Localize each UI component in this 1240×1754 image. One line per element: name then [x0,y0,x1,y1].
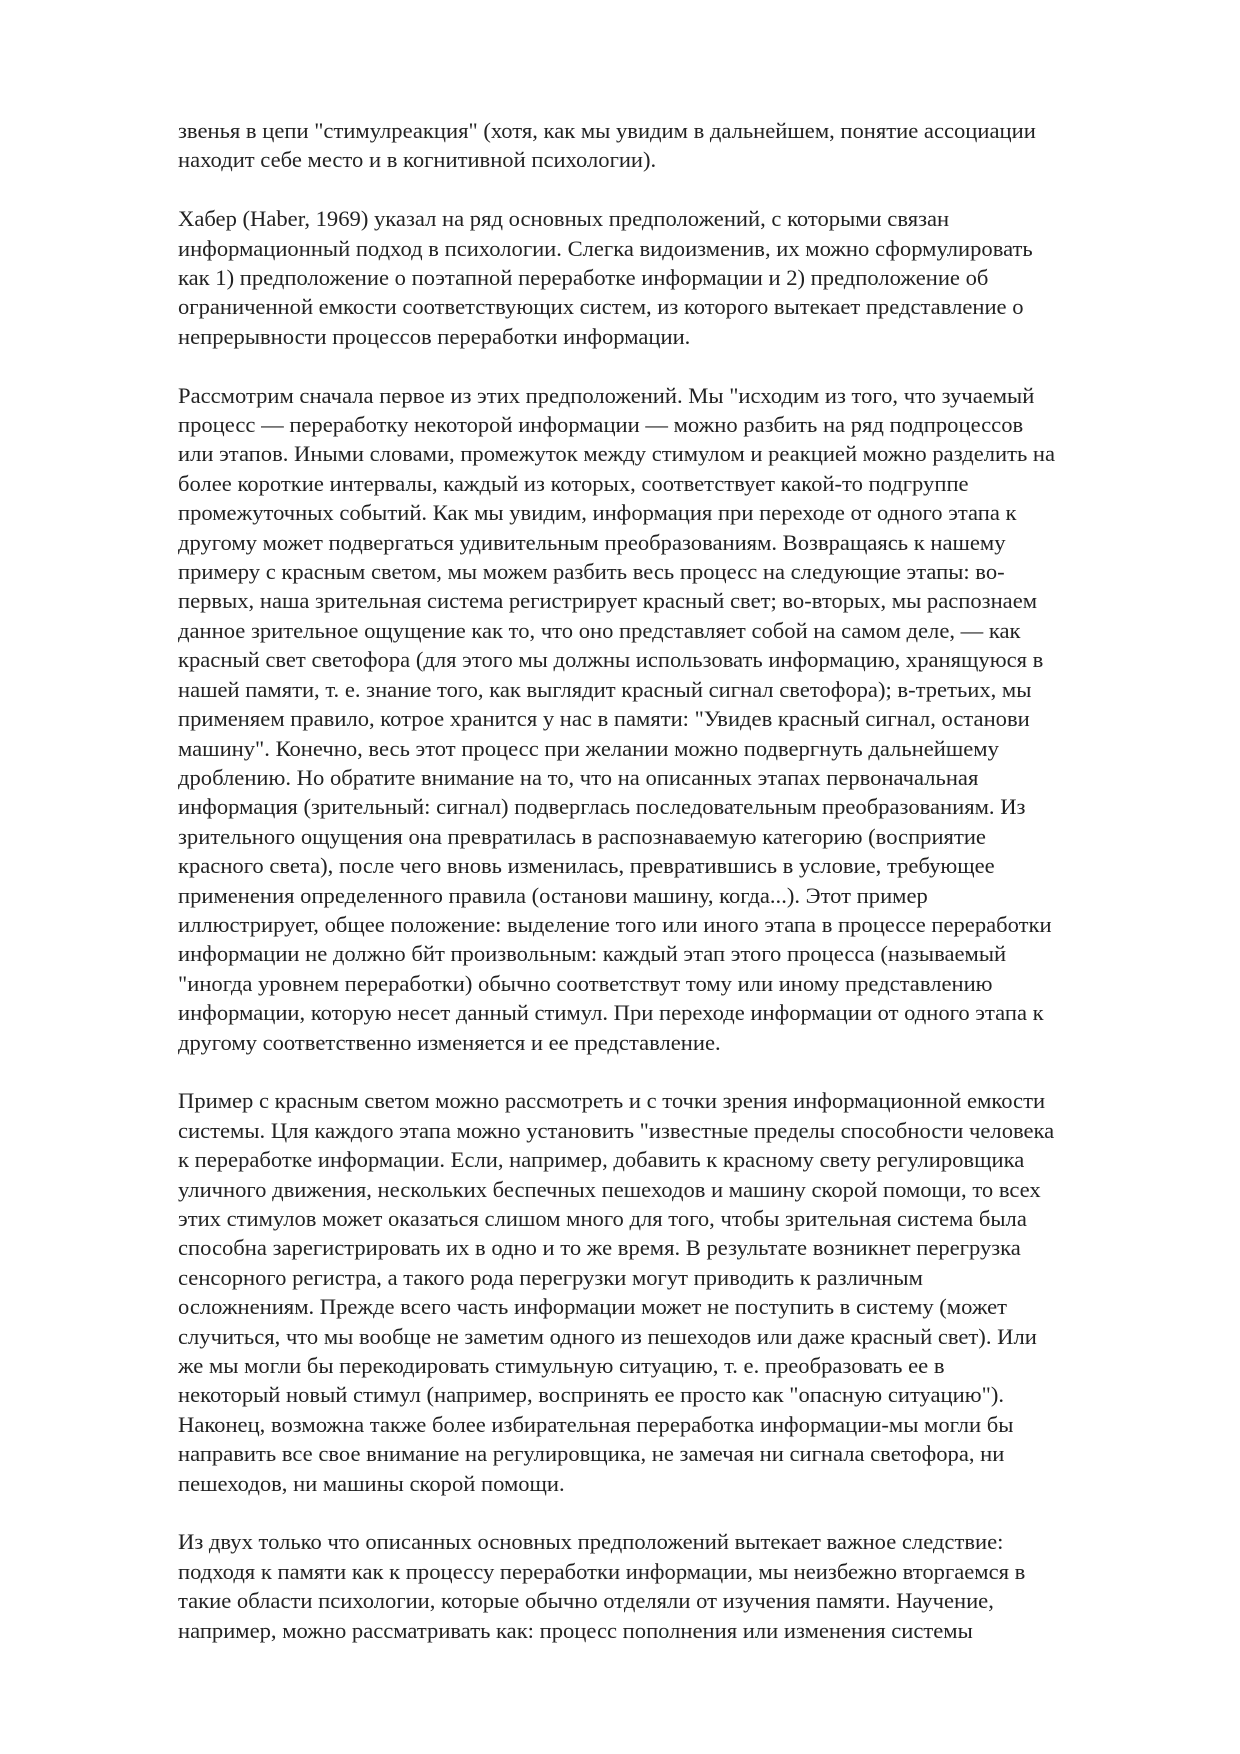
text-line: Из двух только что описанных основных предположений вытекает важное следствие: [178,1529,1004,1555]
text-line: Хабер (Haber, 1969) указал на ряд основных предположений, с которыми связан [178,206,950,232]
text-line: красного света), после чего вновь изменилась, превратившись в условие, требующее [178,853,995,879]
text-line: находит себе место и в когнитивной психологии). [178,147,657,173]
text-line: первых, наша зрительная система регистрирует красный свет; во-вторых, мы распознаем [178,588,1038,614]
text-line: случиться, что мы вообще не заметим одного из пешеходов или даже красный свет). Или [178,1323,1037,1349]
paragraph-gap [178,1498,1158,1527]
paragraph-1 [178,116,1158,175]
paragraph-gap [178,175,1158,204]
text-line: непрерывности процессов переработки информации. [178,323,691,349]
text-line: Наконец, возможна также более избирательная переработка информации-мы могли бы [178,1411,1014,1437]
text-line: применения определенного правила (останови машину, когда...). Этот пример [178,882,928,908]
text-line: применяем правило, котрое хранится у нас в памяти: "Увидев красный сигнал, останови [178,706,1030,732]
text-line: процесс — переработку некоторой информации — можно разбить на ряд подпроцессов [178,412,1024,438]
paragraph-gap [178,1057,1158,1086]
text-line: системы. Цля каждого этапа можно установить "известные пределы способности человека [178,1117,1055,1143]
text-line: же мы могли бы перекодировать стимульную ситуацию, т. е. преобразовать ее в [178,1353,945,1379]
paragraph-5 [178,1527,1158,1645]
text-line: некоторый новый стимул (например, воспринять ее просто как "опасную ситуацию"). [178,1382,1005,1408]
text-line: к переработке информации. Если, например, добавить к красному свету регулировщика [178,1147,1025,1173]
text-line: информация (зрительный: сигнал) подверглась последовательным преобразованиям. Из [178,794,1026,820]
text-line: пешеходов, ни машины скорой помощи. [178,1470,565,1496]
text-line: информации не должно бйт произвольным: каждый этап этого процесса (называемый [178,941,1007,967]
text-line: подходя к памяти как к процессу переработки информации, мы неизбежно вторгаемся в [178,1558,1026,1584]
text-line: другому соответственно изменяется и ее представление. [178,1029,721,1055]
text-line: примеру с красным светом, мы можем разбить весь процесс на следующие этапы: во- [178,559,1005,585]
text-line: направить все свое внимание на регулировщика, не замечая ни сигнала светофора, ни [178,1441,1005,1467]
text-line: или этапов. Иными словами, промежуток между стимулом и реакцией можно разделить на [178,441,1056,467]
text-line: красный свет светофора (для этого мы должны использовать информацию, хранящуюся в [178,647,1044,673]
text-line: способна зарегистрировать их в одно и то же время. В результате возникнет перегрузка [178,1235,1021,1261]
text-line: уличного движения, нескольких беспечных пешеходов и машину скорой помощи, то всех [178,1176,1041,1202]
paragraph-2 [178,204,1158,351]
text-line: осложнениям. Прежде всего часть информации может не поступить в систему (может [178,1294,1008,1320]
paragraph-4 [178,1086,1158,1498]
text-line: данное зрительное ощущение как то, что оно представляет собой на самом деле, — как [178,617,1021,643]
text-line: промежуточных событий. Как мы увидим, информация при переходе от одного этапа к [178,500,1017,526]
text-line: Пример с красным светом можно рассмотреть и с точки зрения информационной емкости [178,1088,1046,1114]
text-line: такие области психологии, которые обычно отделяли от изучения памяти. Научение, [178,1588,994,1614]
text-line: информации, которую несет данный стимул. При переходе информации от одного этапа к [178,1000,1044,1026]
text-line: нашей памяти, т. е. знание того, как выглядит красный сигнал светофора); в-третьих, мы [178,676,1032,702]
text-line: другому может подвергаться удивительным преобразованиям. Возвращаясь к нашему [178,529,1006,555]
text-line: машину". Конечно, весь этот процесс при желании можно подвергнуть дальнейшему [178,735,999,761]
text-line: информационный подход в психологии. Слегка видоизменив, их можно сформулировать [178,235,1033,261]
text-line: "иногда уровнем переработки) обычно соответствут тому или иному представлению [178,970,993,996]
text-line: дроблению. Но обратите внимание на то, что на описанных этапах первоначальная [178,764,979,790]
text-line: этих стимулов может оказаться слишом много для того, чтобы зрительная система была [178,1205,1027,1231]
text-line: звенья в цепи "стимулреакция" (хотя, как мы увидим в дальнейшем, понятие ассоциации [178,118,1036,143]
text-line: как 1) предположение о поэтапной переработке информации и 2) предположение об [178,265,989,291]
text-line: ограниченной емкости соответствующих систем, из которого вытекает представление о [178,294,1024,320]
document-body [178,116,1158,1645]
text-line: более короткие интервалы, каждый из которых, соответствует какой-то подгруппе [178,470,969,496]
document-page [178,116,1158,1645]
paragraph-gap [178,351,1158,380]
text-line: иллюстрирует, общее положение: выделение того или иного этапа в процессе переработки [178,911,1052,937]
paragraph-3 [178,381,1158,1057]
text-line: например, можно рассматривать как: процесс пополнения или изменения системы [178,1617,973,1643]
text-line: зрительного ощущения она превратилась в распознаваемую категорию (восприятие [178,823,986,849]
text-line: Рассмотрим сначала первое из этих предположений. Мы "исходим из того, что зучаемый [178,382,1035,408]
text-line: сенсорного регистра, а такого рода перегрузки могут приводить к различным [178,1264,923,1290]
